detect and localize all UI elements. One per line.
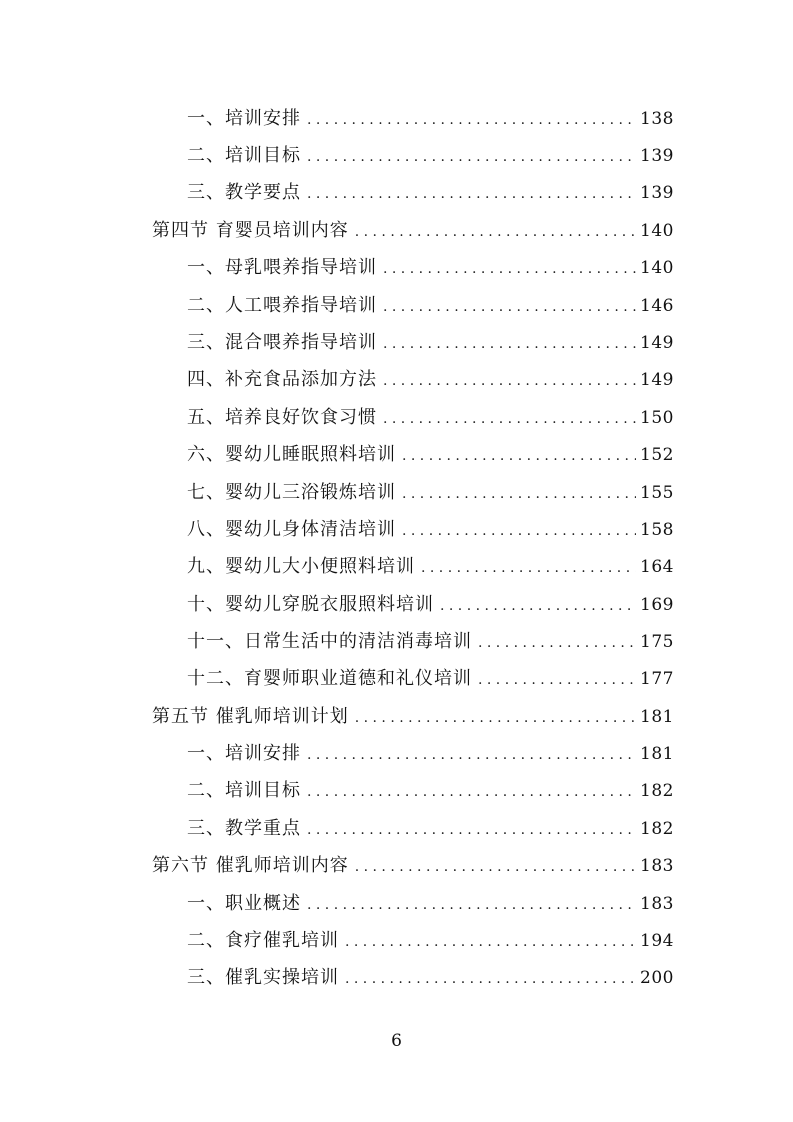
toc-entry-title: 四、补充食品添加方法 [187, 369, 377, 390]
toc-entry-page: 182 [640, 781, 674, 801]
toc-entry-page: 150 [640, 408, 674, 428]
toc-leader-dots [307, 815, 636, 845]
toc-leader-dots [307, 179, 636, 209]
toc-entry-title: 二、人工喂养指导培训 [187, 295, 377, 316]
toc-entry-title: 二、培训目标 [187, 780, 301, 801]
toc-entry[interactable] [187, 889, 674, 919]
toc-entry-page: 158 [640, 520, 674, 540]
toc-entry[interactable] [187, 926, 674, 956]
toc-entry-page: 138 [640, 109, 674, 129]
toc-entry[interactable] [187, 403, 674, 433]
toc-entry-page: 139 [640, 183, 674, 203]
toc-entry[interactable] [187, 590, 674, 620]
toc-entry-title: 九、婴幼儿大小便照料培训 [187, 556, 415, 577]
toc-entry-title: 十、婴幼儿穿脱衣服照料培训 [187, 594, 434, 615]
toc-entry[interactable] [187, 627, 674, 657]
toc-entry[interactable] [187, 104, 674, 134]
toc-leader-dots [307, 740, 636, 770]
toc-entry-page: 169 [640, 595, 674, 615]
toc-leader-dots [383, 404, 636, 434]
toc-entry-title: 一、培训安排 [187, 743, 301, 764]
toc-entry-page: 152 [640, 445, 674, 465]
toc-entry-title: 三、教学要点 [187, 182, 301, 203]
toc-leader-dots [402, 479, 636, 509]
toc-entry-page: 164 [640, 557, 674, 577]
toc-leader-dots [478, 628, 636, 658]
toc-entry[interactable] [187, 515, 674, 545]
toc-entry-title: 六、婴幼儿睡眠照料培训 [187, 444, 396, 465]
toc-entry-page: 149 [640, 333, 674, 353]
toc-leader-dots [355, 852, 636, 882]
toc-entry-page: 149 [640, 370, 674, 390]
toc-entry-title: 第六节 催乳师培训内容 [152, 855, 349, 876]
toc-entry-page: 146 [640, 296, 674, 316]
toc-leader-dots [440, 591, 636, 621]
toc-entry-page: 139 [640, 146, 674, 166]
toc-leader-dots [355, 217, 636, 247]
toc-leader-dots [307, 105, 636, 135]
toc-entry-title: 七、婴幼儿三浴锻炼培训 [187, 482, 396, 503]
toc-entry-page: 183 [640, 856, 674, 876]
toc-entry[interactable] [187, 291, 674, 321]
toc-entry-page: 182 [640, 819, 674, 839]
toc-entry-title: 三、教学重点 [187, 818, 301, 839]
toc-entry[interactable] [187, 178, 674, 208]
toc-entry-page: 200 [640, 968, 674, 988]
toc-section-entry[interactable] [152, 851, 674, 881]
page-number: 6 [391, 1031, 402, 1051]
toc-entry-page: 177 [640, 669, 674, 689]
toc-entry[interactable] [187, 739, 674, 769]
toc-entry-title: 第四节 育婴员培训内容 [152, 220, 349, 241]
toc-entry[interactable] [187, 664, 674, 694]
toc-entry-title: 十一、日常生活中的清洁消毒培训 [187, 631, 472, 652]
toc-entry-title: 二、食疗催乳培训 [187, 930, 339, 951]
toc-entry[interactable] [187, 365, 674, 395]
toc-leader-dots [383, 254, 636, 284]
toc-entry-title: 第五节 催乳师培训计划 [152, 706, 349, 727]
toc-entry-title: 五、培养良好饮食习惯 [187, 407, 377, 428]
toc-leader-dots [383, 366, 636, 396]
toc-leader-dots [307, 142, 636, 172]
toc-entry-page: 181 [640, 744, 674, 764]
toc-leader-dots [345, 927, 636, 957]
toc-entry-title: 三、混合喂养指导培训 [187, 332, 377, 353]
toc-entry-title: 一、母乳喂养指导培训 [187, 257, 377, 278]
toc-leader-dots [345, 964, 636, 994]
toc-leader-dots [478, 665, 636, 695]
toc-entry-page: 181 [640, 707, 674, 727]
toc-entry-page: 140 [640, 221, 674, 241]
toc-leader-dots [402, 441, 636, 471]
toc-entry-title: 八、婴幼儿身体清洁培训 [187, 519, 396, 540]
toc-leader-dots [383, 292, 636, 322]
toc-entry[interactable] [187, 776, 674, 806]
toc-entry-page: 155 [640, 483, 674, 503]
toc-entry-page: 175 [640, 632, 674, 652]
toc-entry-page: 140 [640, 258, 674, 278]
toc-section-entry[interactable] [152, 216, 674, 246]
toc-leader-dots [307, 777, 636, 807]
toc-entry[interactable] [187, 141, 674, 171]
toc-section-entry[interactable] [152, 702, 674, 732]
toc-leader-dots [355, 703, 636, 733]
toc-entry-title: 一、职业概述 [187, 893, 301, 914]
toc-leader-dots [383, 329, 636, 359]
toc-entry-title: 三、催乳实操培训 [187, 967, 339, 988]
toc-leader-dots [307, 890, 636, 920]
toc-entry[interactable] [187, 552, 674, 582]
toc-leader-dots [421, 553, 636, 583]
toc-entry[interactable] [187, 328, 674, 358]
toc-entry-title: 一、培训安排 [187, 108, 301, 129]
toc-entry[interactable] [187, 814, 674, 844]
toc-entry-page: 194 [640, 931, 674, 951]
toc-entry[interactable] [187, 440, 674, 470]
toc-entry[interactable] [187, 478, 674, 508]
toc-entry[interactable] [187, 963, 674, 993]
toc-entry-page: 183 [640, 894, 674, 914]
toc-entry[interactable] [187, 253, 674, 283]
toc-leader-dots [402, 516, 636, 546]
toc-entry-title: 十二、育婴师职业道德和礼仪培训 [187, 668, 472, 689]
toc-entry-title: 二、培训目标 [187, 145, 301, 166]
